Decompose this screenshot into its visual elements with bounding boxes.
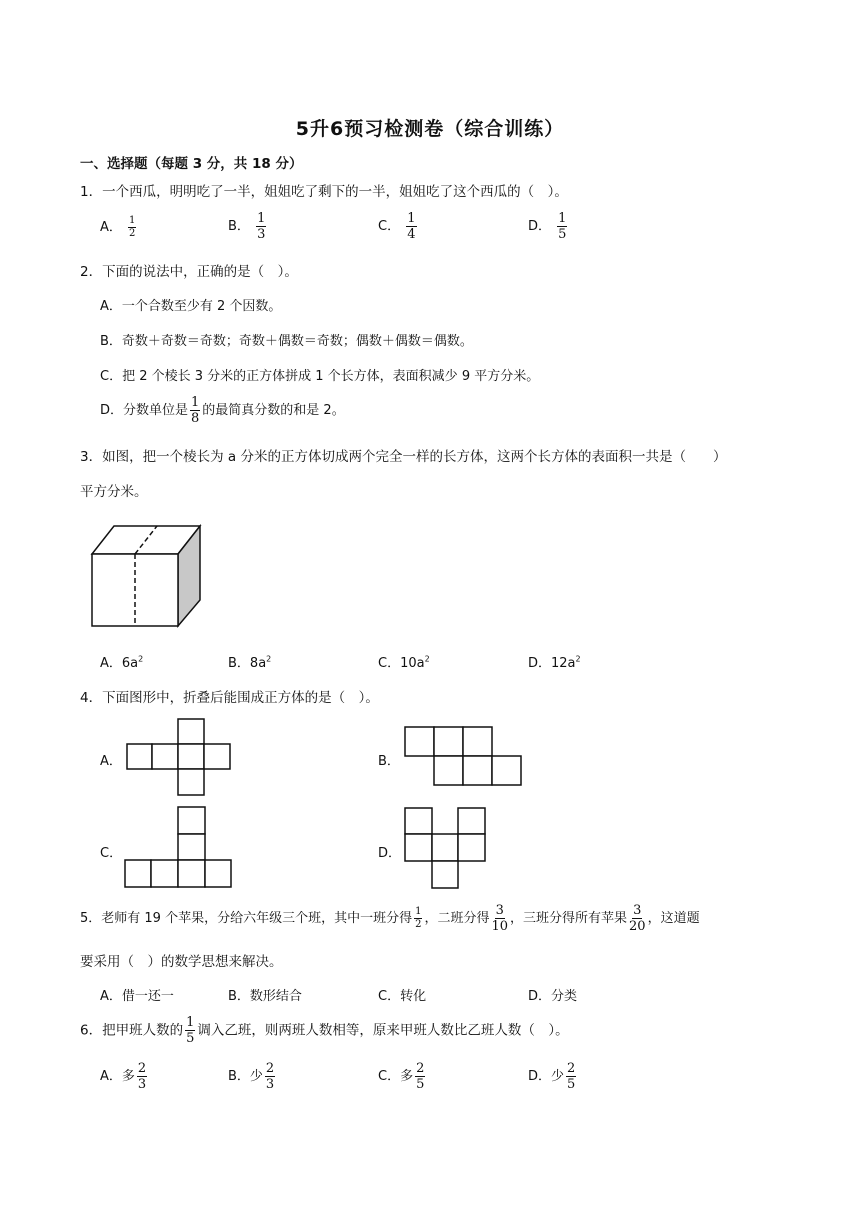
q4-option-a-label[interactable]: A．	[100, 754, 122, 769]
option-label: B．	[228, 219, 250, 234]
option-fraction: $\frac{2}{3}$	[265, 1061, 275, 1092]
stem-text: ，二班分得	[424, 911, 490, 926]
option-exponent: 2	[138, 654, 144, 664]
stem-text: 调入乙班，则两班人数相等，原来甲班人数比乙班人数（ ）。	[197, 1022, 569, 1039]
option-fraction: $\frac{2}{5}$	[416, 1061, 425, 1092]
option-fraction: $\frac{2}{5}$	[567, 1061, 576, 1092]
option-fraction: $\frac{1}{2}$	[129, 215, 136, 239]
stem-text: 6．把甲班人数的	[80, 1022, 184, 1039]
q2-option-a[interactable]: A．一个合数至少有 2 个因数。	[100, 299, 282, 314]
q3-option-c[interactable]	[378, 652, 430, 671]
q4-option-d-label[interactable]: D．	[378, 846, 402, 861]
question-4-stem: 4．下面图形中，折叠后能围成正方体的是（ ）。	[80, 690, 379, 706]
q1-option-d[interactable]	[528, 212, 569, 241]
option-label: B．少	[228, 1069, 263, 1084]
option-value: 10a	[400, 656, 425, 671]
q1-option-a[interactable]	[100, 216, 138, 239]
q1-option-c[interactable]	[378, 212, 419, 241]
q6-option-a[interactable]	[100, 1062, 149, 1091]
q5-option-b[interactable]: B．数形结合	[228, 989, 302, 1004]
q5-option-c[interactable]: C．转化	[378, 989, 427, 1004]
stem-fraction: $\frac{3}{10}$	[491, 903, 509, 934]
q3-option-b[interactable]	[228, 652, 271, 671]
option-exponent: 2	[266, 654, 272, 664]
q2-option-d[interactable]	[100, 396, 345, 425]
option-label: C．	[378, 656, 401, 671]
option-label: C．多	[378, 1069, 414, 1084]
question-5-stem-line1	[80, 904, 700, 933]
option-label: D．少	[528, 1069, 565, 1084]
option-label: C．	[378, 219, 401, 234]
q4-net-b[interactable]	[404, 726, 522, 786]
option-value: 6a	[121, 656, 139, 671]
option-label: D．	[528, 656, 552, 671]
cube-figure	[88, 522, 204, 628]
option-exponent: 2	[575, 654, 581, 664]
q3-option-d[interactable]	[528, 652, 581, 671]
question-2-stem: 2．下面的说法中，正确的是（ ）。	[80, 264, 298, 280]
q4-net-c[interactable]	[124, 806, 232, 888]
option-fraction: $\frac{1}{5}$	[558, 211, 567, 242]
option-label: A．多	[100, 1069, 135, 1084]
q1-option-b[interactable]	[228, 212, 268, 241]
option-label: A．	[100, 220, 122, 235]
section-heading: 一、选择题（每题 3 分，共 18 分）	[80, 156, 303, 172]
option-exponent: 2	[424, 654, 430, 664]
question-1-stem: 1．一个西瓜，明明吃了一半，姐姐吃了剩下的一半，姐姐吃了这个西瓜的（ ）。	[80, 184, 568, 200]
stem-text: ，这道题	[647, 911, 700, 926]
question-5-stem-line2: 要采用（ ）的数学思想来解决。	[80, 954, 283, 970]
option-value: 8a	[249, 656, 267, 671]
option-text-prefix: D．分数单位是	[100, 403, 189, 418]
option-fraction: $\frac{1}{4}$	[407, 211, 416, 242]
q4-net-a[interactable]	[126, 718, 231, 796]
stem-text: ，三班分得所有苹果	[510, 911, 628, 926]
option-fraction: $\frac{1}{8}$	[191, 395, 200, 426]
q5-option-d[interactable]: D．分类	[528, 989, 578, 1004]
page-title: 5升6预习检测卷（综合训练）	[295, 118, 565, 140]
q3-option-a[interactable]	[100, 652, 143, 671]
stem-fraction: $\frac{3}{20}$	[629, 903, 646, 934]
option-label: B．	[228, 656, 250, 671]
q5-option-a[interactable]: A．借一还一	[100, 989, 174, 1004]
q2-option-c[interactable]: C．把 2 个棱长 3 分米的正方体拼成 1 个长方体，表面积减少 9 平方分米。	[100, 369, 540, 384]
option-label: A．	[100, 656, 122, 671]
q4-option-b-label[interactable]: B．	[378, 754, 400, 769]
question-6-stem	[80, 1016, 569, 1045]
q2-option-b[interactable]: B．奇数＋奇数＝奇数；奇数＋偶数＝奇数；偶数＋偶数＝偶数。	[100, 334, 473, 349]
option-value: 12a	[551, 656, 576, 671]
question-3-stem-line1: 3．如图，把一个棱长为 a 分米的正方体切成两个完全一样的长方体，这两个长方体的表面积一共是（ ）	[80, 449, 727, 465]
stem-fraction: $\frac{1}{2}$	[415, 906, 422, 930]
q4-option-c-label[interactable]: C．	[100, 846, 123, 861]
q4-net-d[interactable]	[404, 807, 486, 889]
option-label: D．	[528, 219, 552, 234]
stem-text: 5．老师有 19 个苹果，分给六年级三个班，其中一班分得	[80, 911, 413, 926]
q6-option-b[interactable]	[228, 1062, 277, 1091]
q6-option-d[interactable]	[528, 1062, 578, 1091]
question-3-stem-line2: 平方分米。	[80, 484, 148, 500]
option-fraction: $\frac{1}{3}$	[257, 211, 266, 242]
option-fraction: $\frac{2}{3}$	[137, 1061, 147, 1092]
option-text-suffix: 的最简真分数的和是 2。	[202, 403, 345, 418]
stem-fraction: $\frac{1}{5}$	[186, 1015, 195, 1046]
q6-option-c[interactable]	[378, 1062, 427, 1091]
